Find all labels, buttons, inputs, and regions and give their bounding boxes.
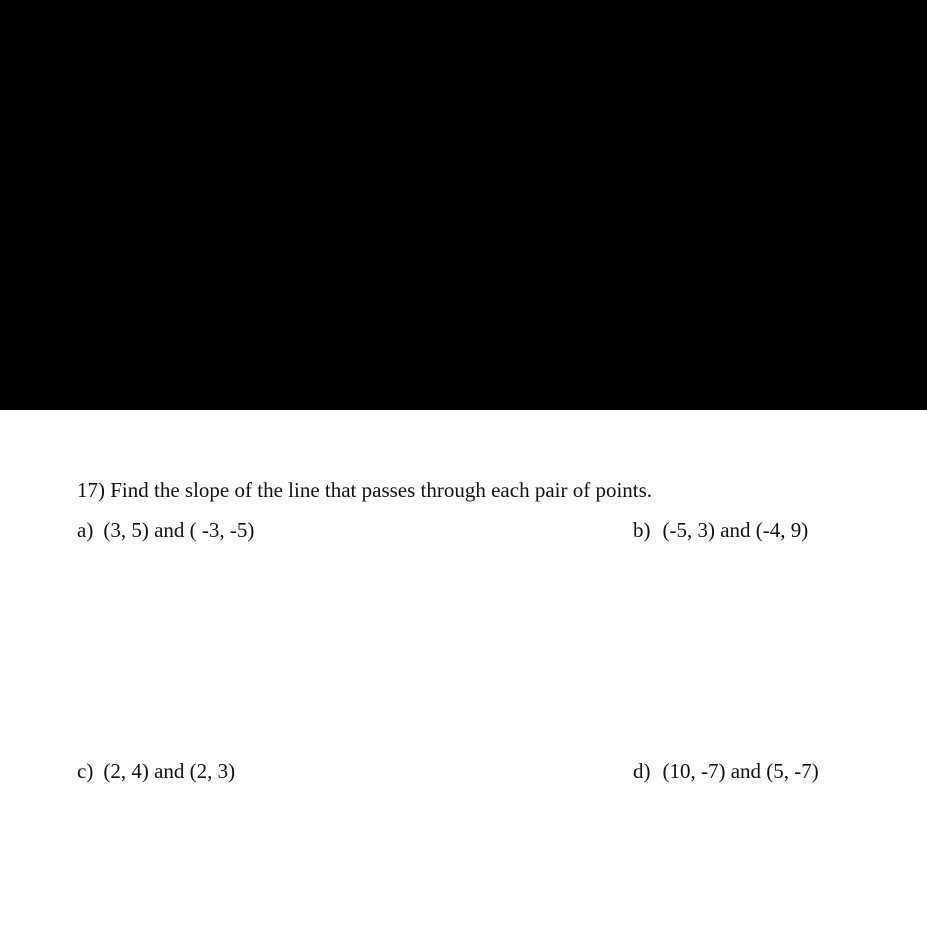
part-a — [77, 517, 254, 543]
point-pair: (3, 5) and ( -3, -5) — [103, 518, 255, 542]
part-c — [77, 758, 235, 784]
part-letter: c) — [77, 759, 94, 783]
part-d — [633, 758, 819, 784]
point-pair: (-5, 3) and (-4, 9) — [662, 518, 809, 542]
part-letter: d) — [633, 759, 651, 783]
question-prompt — [77, 477, 652, 503]
part-letter: a) — [77, 518, 94, 542]
question-number: 17) — [77, 478, 105, 502]
part-letter: b) — [633, 518, 651, 542]
point-pair: (10, -7) and (5, -7) — [662, 759, 819, 783]
point-pair: (2, 4) and (2, 3) — [103, 759, 236, 783]
question-text: Find the slope of the line that passes through each pair of points. — [110, 478, 653, 502]
part-b — [633, 517, 808, 543]
